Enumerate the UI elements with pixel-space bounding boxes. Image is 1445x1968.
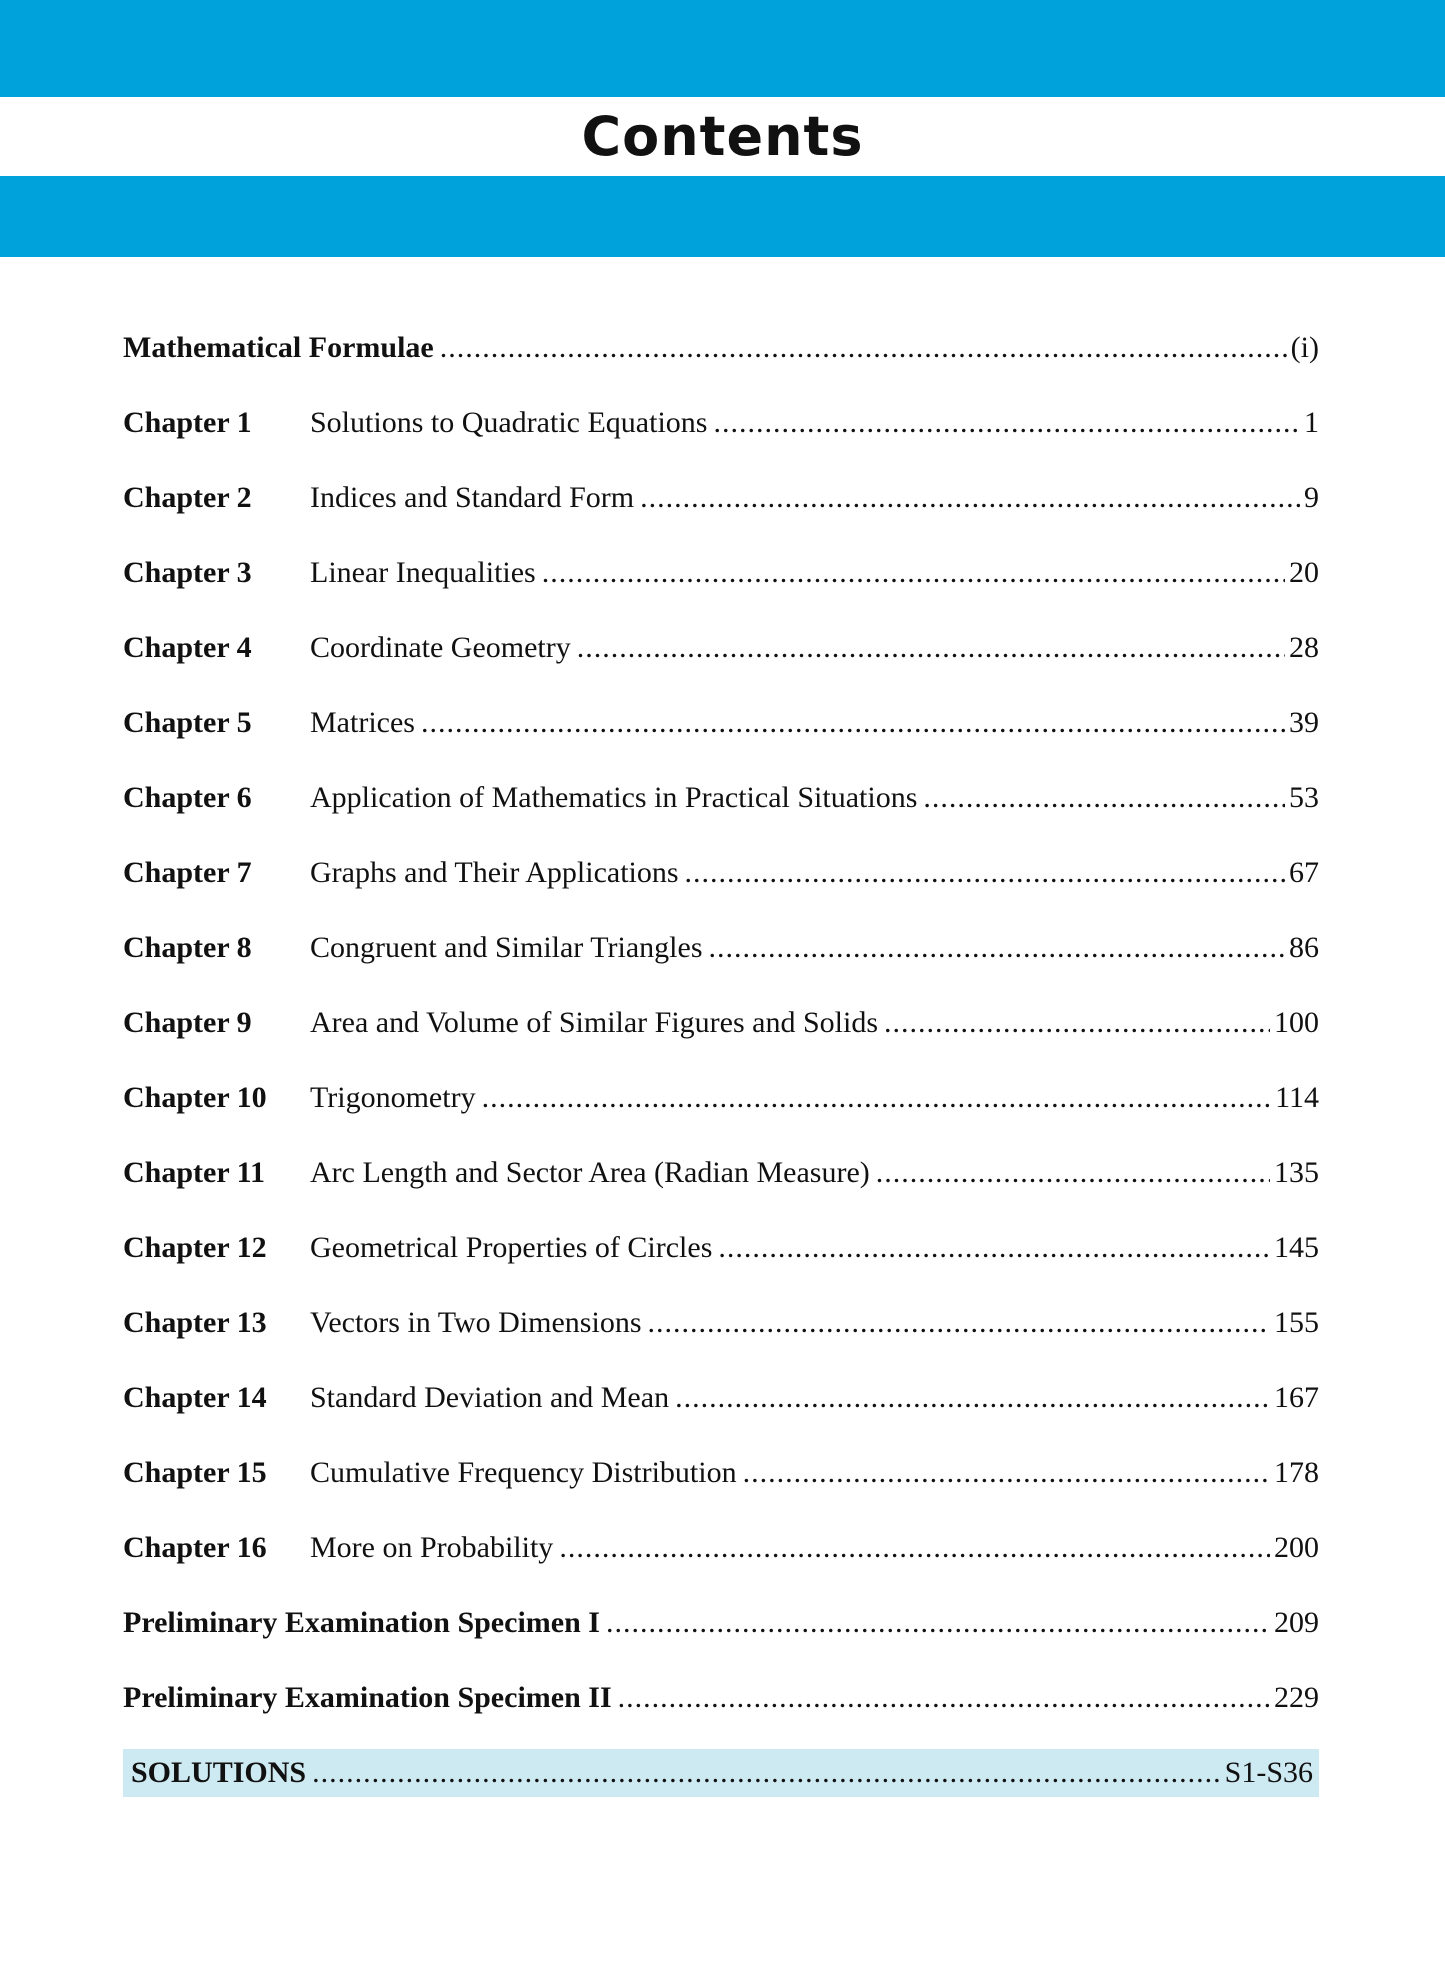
- toc-page-number: 39: [1289, 706, 1319, 739]
- toc-page-number: 178: [1274, 1456, 1319, 1489]
- dot-leader: [559, 1518, 1270, 1578]
- toc-entry-title: Area and Volume of Similar Figures and Solids: [310, 1006, 879, 1039]
- toc-entry-title: Cumulative Frequency Distribution: [310, 1456, 737, 1489]
- dot-leader: [421, 693, 1285, 753]
- toc-entry-title: Preliminary Examination Specimen II: [123, 1681, 612, 1714]
- toc-page-number: 167: [1274, 1381, 1319, 1414]
- toc-entry-specimen-2[interactable]: [123, 1668, 1319, 1743]
- dot-leader: [685, 843, 1285, 903]
- chapter-label: Chapter 15: [123, 1456, 267, 1489]
- dot-leader: [718, 1218, 1270, 1278]
- toc-entry-chapter-10[interactable]: [123, 1068, 1319, 1143]
- chapter-label: Chapter 16: [123, 1531, 267, 1564]
- toc-entry-title: Coordinate Geometry: [310, 631, 571, 664]
- toc-entry-solutions[interactable]: [123, 1749, 1319, 1797]
- toc-entry-title: Linear Inequalities: [310, 556, 536, 589]
- chapter-list: [123, 393, 1319, 1593]
- toc-page-number: 100: [1274, 1006, 1319, 1039]
- toc-entry-title: Vectors in Two Dimensions: [310, 1306, 642, 1339]
- chapter-label: Chapter 8: [123, 931, 252, 964]
- dot-leader: [577, 618, 1285, 678]
- dot-leader: [606, 1593, 1270, 1653]
- toc-entry-title: Graphs and Their Applications: [310, 856, 679, 889]
- dot-leader: [482, 1068, 1272, 1128]
- dot-leader: [640, 468, 1300, 528]
- toc-entry-chapter-15[interactable]: [123, 1443, 1319, 1518]
- chapter-label: Chapter 13: [123, 1306, 267, 1339]
- toc-page-number: 1: [1304, 406, 1319, 439]
- dot-leader: [923, 768, 1285, 828]
- chapter-label: Chapter 12: [123, 1231, 267, 1264]
- toc-page-number: 20: [1289, 556, 1319, 589]
- toc-entry-title: Preliminary Examination Specimen I: [123, 1606, 600, 1639]
- toc-page-number: 155: [1274, 1306, 1319, 1339]
- dot-leader: [876, 1143, 1270, 1203]
- toc-page-number: 53: [1289, 781, 1319, 814]
- dot-leader: [618, 1668, 1270, 1728]
- chapter-label: Chapter 1: [123, 406, 252, 439]
- toc-entry-title: SOLUTIONS: [131, 1756, 307, 1789]
- toc-page-number: 114: [1275, 1081, 1319, 1114]
- toc-page-number: 229: [1274, 1681, 1319, 1714]
- toc-entry-chapter-12[interactable]: [123, 1218, 1319, 1293]
- toc-entry-chapter-13[interactable]: [123, 1293, 1319, 1368]
- toc-entry-title: Geometrical Properties of Circles: [310, 1231, 713, 1264]
- toc-page-number: 200: [1274, 1531, 1319, 1564]
- toc-page-number: 145: [1274, 1231, 1319, 1264]
- toc-page-number: (i): [1290, 331, 1319, 364]
- header-band-bottom: [0, 176, 1445, 257]
- chapter-label: Chapter 6: [123, 781, 252, 814]
- dot-leader: [713, 393, 1300, 453]
- chapter-label: Chapter 3: [123, 556, 252, 589]
- toc-entry-chapter-8[interactable]: [123, 918, 1319, 993]
- toc-page-number: 9: [1304, 481, 1319, 514]
- toc-page-number: 86: [1289, 931, 1319, 964]
- toc-entry-chapter-5[interactable]: [123, 693, 1319, 768]
- toc-entry-title: Application of Mathematics in Practical Situations: [310, 781, 918, 814]
- toc-entry-title: Trigonometry: [310, 1081, 476, 1114]
- chapter-label: Chapter 11: [123, 1156, 265, 1189]
- title-strip: [0, 97, 1445, 176]
- toc-entry-title: Arc Length and Sector Area (Radian Measure): [310, 1156, 870, 1189]
- dot-leader: [440, 318, 1287, 378]
- toc-entry-chapter-14[interactable]: [123, 1368, 1319, 1443]
- chapter-label: Chapter 5: [123, 706, 252, 739]
- chapter-label: Chapter 2: [123, 481, 252, 514]
- chapter-label: Chapter 9: [123, 1006, 252, 1039]
- toc-entry-chapter-9[interactable]: [123, 993, 1319, 1068]
- toc-entry-chapter-4[interactable]: [123, 618, 1319, 693]
- chapter-label: Chapter 14: [123, 1381, 267, 1414]
- dot-leader: [312, 1749, 1221, 1797]
- toc-entry-title: Indices and Standard Form: [310, 481, 635, 514]
- toc-entry-mathematical-formulae[interactable]: [123, 318, 1319, 393]
- toc-entry-chapter-2[interactable]: [123, 468, 1319, 543]
- toc-entry-title: Standard Deviation and Mean: [310, 1381, 670, 1414]
- toc-entry-title: Matrices: [310, 706, 415, 739]
- toc-entry-title: More on Probability: [310, 1531, 554, 1564]
- toc-entry-chapter-16[interactable]: [123, 1518, 1319, 1593]
- table-of-contents: [123, 318, 1319, 1797]
- toc-page-number: 135: [1274, 1156, 1319, 1189]
- toc-entry-chapter-11[interactable]: [123, 1143, 1319, 1218]
- toc-entry-title: Solutions to Quadratic Equations: [310, 406, 708, 439]
- chapter-label: Chapter 7: [123, 856, 252, 889]
- toc-entry-chapter-3[interactable]: [123, 543, 1319, 618]
- header-band-top: [0, 0, 1445, 97]
- toc-page-number: S1-S36: [1224, 1756, 1313, 1789]
- toc-page-number: 28: [1289, 631, 1319, 664]
- toc-page-number: 67: [1289, 856, 1319, 889]
- dot-leader: [743, 1443, 1270, 1503]
- page-title: Contents: [581, 105, 864, 168]
- dot-leader: [884, 993, 1270, 1053]
- toc-entry-title: Mathematical Formulae: [123, 331, 434, 364]
- toc-entry-title: Congruent and Similar Triangles: [310, 931, 703, 964]
- toc-entry-chapter-7[interactable]: [123, 843, 1319, 918]
- toc-page-number: 209: [1274, 1606, 1319, 1639]
- dot-leader: [542, 543, 1285, 603]
- toc-entry-chapter-6[interactable]: [123, 768, 1319, 843]
- chapter-label: Chapter 10: [123, 1081, 267, 1114]
- toc-entry-chapter-1[interactable]: [123, 393, 1319, 468]
- chapter-label: Chapter 4: [123, 631, 252, 664]
- dot-leader: [675, 1368, 1270, 1428]
- dot-leader: [709, 918, 1286, 978]
- toc-entry-specimen-1[interactable]: [123, 1593, 1319, 1668]
- dot-leader: [648, 1293, 1271, 1353]
